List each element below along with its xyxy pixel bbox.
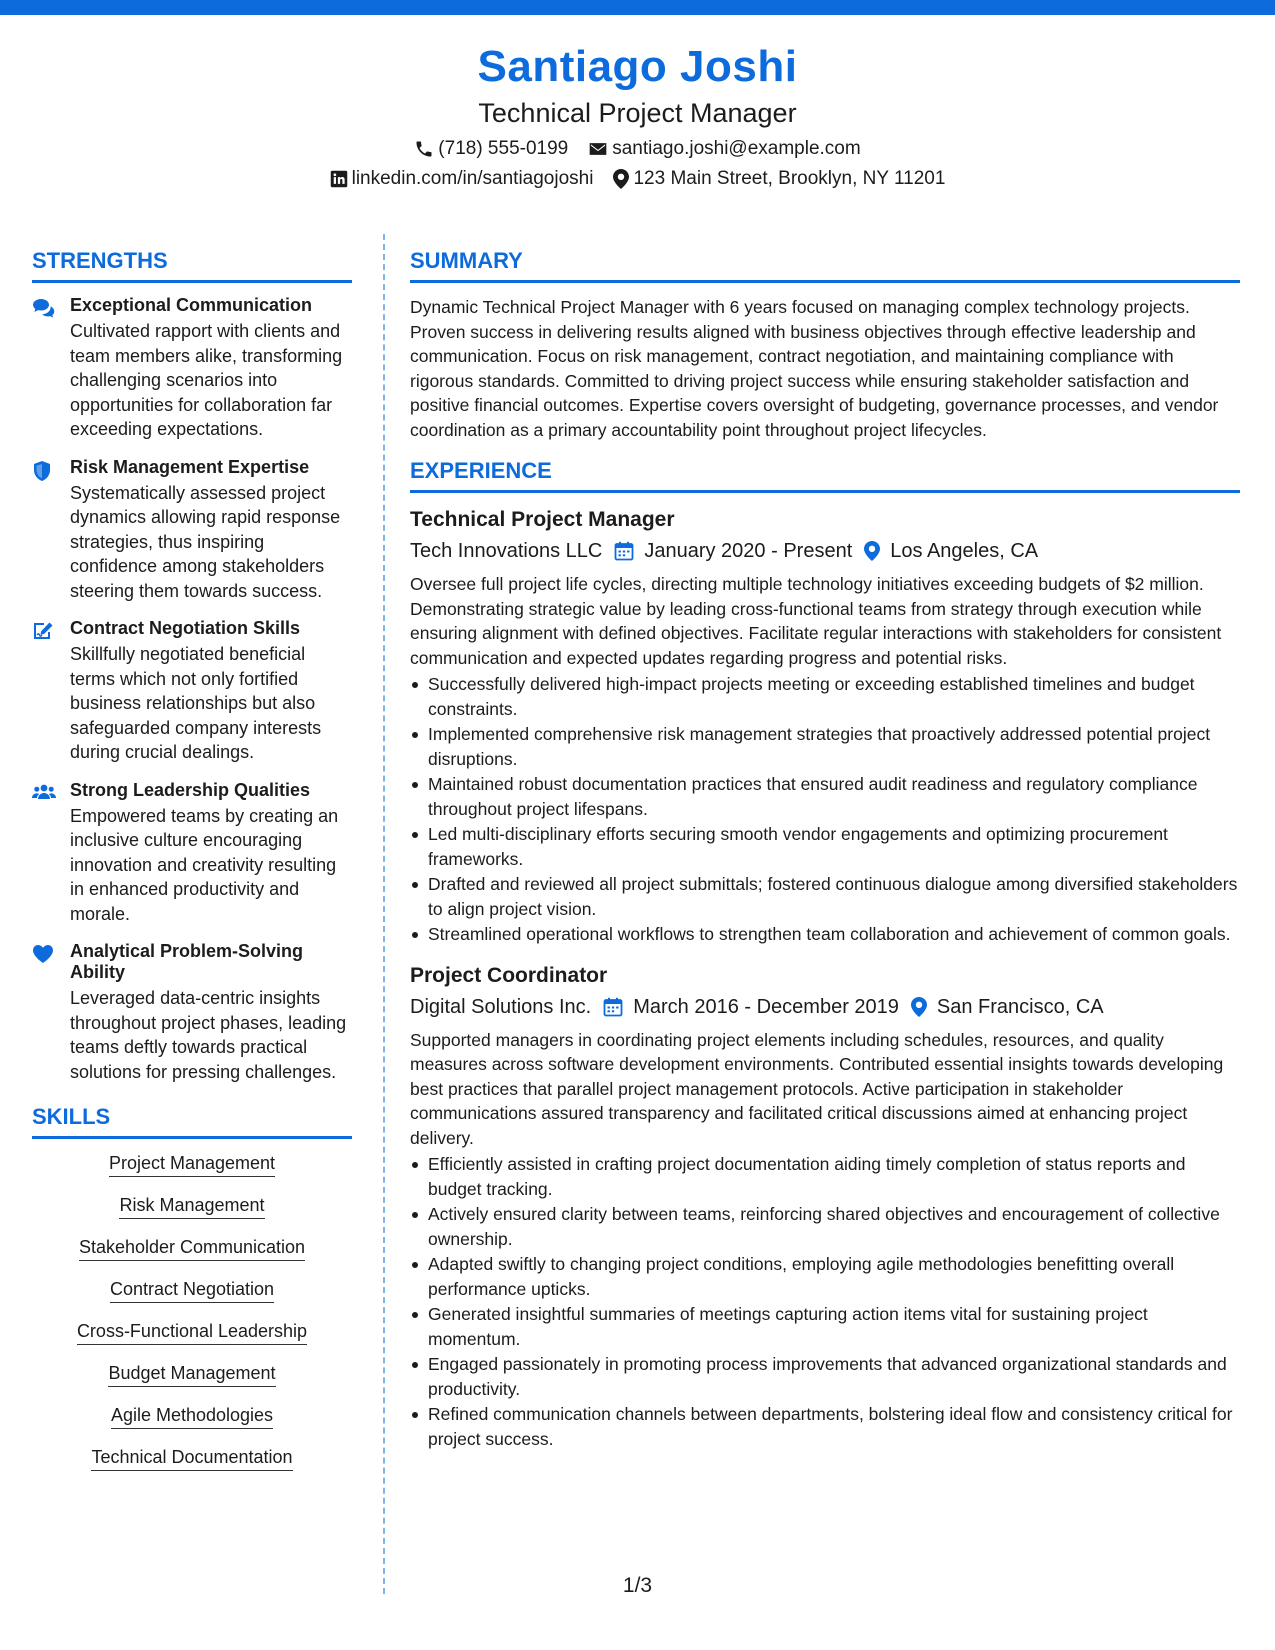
skill-label: Stakeholder Communication <box>79 1235 305 1261</box>
email-address[interactable]: santiago.joshi@example.com <box>612 138 861 159</box>
strength-description: Leveraged data-centric insights throughout project phases, leading teams deftly towards practical solutions for pressing challenges. <box>70 988 347 1082</box>
job-bullet: Drafted and reviewed all project submittals; fostered continuous dialogue among diversified stakeholders to align project vision. <box>410 872 1240 921</box>
job-bullet: Streamlined operational workflows to strengthen team collaboration and achievement of common goals. <box>410 922 1240 947</box>
skill-label: Agile Methodologies <box>111 1403 273 1429</box>
strength-item <box>32 780 352 927</box>
linkedin-url[interactable]: linkedin.com/in/santiagojoshi <box>351 168 594 189</box>
heart-icon <box>32 941 56 1084</box>
strength-description: Skillfully negotiated beneficial terms which not only fortified business relationships but also safeguarded company interests during crucial dealings. <box>70 644 322 762</box>
strength-item <box>32 941 352 1084</box>
job-location: Los Angeles, CA <box>890 540 1039 562</box>
strength-item <box>32 457 352 604</box>
skill-item <box>32 1403 352 1429</box>
map-pin-icon <box>911 997 927 1017</box>
skills-list <box>32 1151 352 1471</box>
strength-description: Systematically assessed project dynamics allowing rapid response strategies, thus inspiring confidence among stakeholders steering them towards success. <box>70 482 341 601</box>
skill-label: Project Management <box>109 1151 275 1177</box>
experience-heading: EXPERIENCE <box>410 456 1240 493</box>
strength-title: Strong Leadership Qualities <box>70 779 311 800</box>
skill-label: Contract Negotiation <box>110 1277 274 1303</box>
job-bullet: Actively ensured clarity between teams, reinforcing shared objectives and encouragement of collective ownership. <box>410 1202 1240 1251</box>
job-bullet: Maintained robust documentation practices that ensured audit readiness and regulatory compliance throughout project lifespans. <box>410 772 1240 821</box>
right-column <box>410 246 1240 1465</box>
skill-item <box>32 1151 352 1177</box>
calendar-icon <box>614 541 634 561</box>
job-description: Supported managers in coordinating project elements including schedules, resources, and quality measures across software development environments. Contributed essential insights towards developing best practices that parallel project management protocols. Active participation in stakeholder communications assured transparency and facilitated critical discussions aimed at enhancing project delivery. <box>410 1029 1224 1148</box>
job-bullet: Adapted swiftly to changing project conditions, employing agile methodologies benefitting overall performance upticks. <box>410 1252 1240 1301</box>
strength-item <box>32 618 352 765</box>
phone-icon <box>414 139 434 159</box>
company-name: Digital Solutions Inc. <box>410 995 592 1018</box>
street-address: 123 Main Street, Brooklyn, NY 11201 <box>633 168 946 189</box>
shield-icon <box>32 457 56 604</box>
company-name: Tech Innovations LLC <box>410 540 603 562</box>
skills-heading: SKILLS <box>32 1102 352 1139</box>
job-entry <box>410 961 1240 1452</box>
summary-text: Dynamic Technical Project Manager with 6 years focused on managing complex technology projects. Proven success in delivering results aligned with business objectives through effective leadership and communication. Focus on risk management, contract negotiation, and maintaining compliance with rigorous standards. Committed to driving project success while ensuring stakeholder satisfaction and positive financial outcomes. Expertise covers oversight of budgeting, governance processes, and vendor coordination as a primary accountability point throughout project lifecycles. <box>410 297 1219 440</box>
left-column <box>32 246 352 1487</box>
job-meta <box>410 992 1240 1022</box>
job-bullet: Engaged passionately in promoting process improvements that advanced organizational standards and productivity. <box>410 1352 1240 1401</box>
job-bullets <box>410 672 1240 947</box>
strength-title: Exceptional Communication <box>70 295 313 315</box>
strength-title: Risk Management Expertise <box>70 456 310 477</box>
strength-description: Empowered teams by creating an inclusive culture encouraging innovation and creativity resulting in enhanced productivity and morale. <box>70 805 339 924</box>
envelope-icon <box>588 139 608 159</box>
skill-label: Budget Management <box>108 1361 275 1387</box>
phone-contact <box>414 134 568 164</box>
skill-item <box>32 1277 352 1303</box>
candidate-name: Santiago Joshi <box>477 42 798 91</box>
job-location: San Francisco, CA <box>936 995 1104 1018</box>
calendar-icon <box>603 997 623 1017</box>
job-entry <box>410 505 1240 947</box>
skill-item <box>32 1193 352 1219</box>
signature-icon <box>32 618 56 765</box>
contact-line-secondary <box>0 164 1275 194</box>
resume-header <box>0 40 1275 194</box>
job-bullet: Generated insightful summaries of meetings capturing action items vital for sustaining project momentum. <box>410 1302 1240 1351</box>
skill-label: Technical Documentation <box>91 1445 292 1471</box>
skill-item <box>32 1361 352 1387</box>
skill-label: Cross-Functional Leadership <box>77 1319 307 1345</box>
top-accent-bar <box>0 0 1275 15</box>
job-bullets <box>410 1152 1240 1451</box>
job-title: Technical Project Manager <box>410 508 675 531</box>
skill-label: Risk Management <box>119 1193 264 1219</box>
job-description: Oversee full project life cycles, directing multiple technology initiatives exceeding budgets of $2 million. Demonstrating strategic value by leading cross-functional teams from strategy through execution while ensuring alignment with defined objectives. Facilitate regular interactions with stakeholders for consistent communication and expected updates regarding progress and potential risks. <box>410 574 1222 668</box>
candidate-title: Technical Project Manager <box>478 98 797 128</box>
job-bullet: Successfully delivered high-impact projects meeting or exceeding established timelines and budget constraints. <box>410 672 1240 721</box>
job-bullet: Implemented comprehensive risk management strategies that proactively addressed potential project disruptions. <box>410 722 1240 771</box>
contact-line-primary <box>0 134 1275 164</box>
job-bullet: Led multi-disciplinary efforts securing smooth vendor engagements and optimizing procurement frameworks. <box>410 822 1240 871</box>
strength-description: Cultivated rapport with clients and team members alike, transforming challenging scenarios into opportunities for collaboration far exceeding expectations. <box>70 321 343 439</box>
summary-heading: SUMMARY <box>410 246 1240 283</box>
map-pin-icon <box>613 169 629 189</box>
linkedin-contact[interactable] <box>330 164 594 194</box>
linkedin-icon <box>330 170 348 188</box>
chat-bubbles-icon <box>32 295 56 442</box>
strength-title: Analytical Problem-Solving Ability <box>70 941 304 982</box>
strength-title: Contract Negotiation Skills <box>70 618 301 638</box>
job-bullet: Efficiently assisted in crafting project documentation aiding timely completion of status reports and budget tracking. <box>410 1152 1240 1201</box>
phone-number: (718) 555-0199 <box>438 138 569 159</box>
job-dates: January 2020 - Present <box>644 540 853 562</box>
map-pin-icon <box>864 541 880 561</box>
users-icon <box>32 780 56 927</box>
job-bullet: Refined communication channels between departments, bolstering ideal flow and consistency critical for project success. <box>410 1402 1240 1451</box>
strength-item <box>32 295 352 442</box>
address-contact <box>613 164 945 194</box>
skill-item <box>32 1445 352 1471</box>
column-divider <box>383 234 385 1594</box>
email-contact[interactable] <box>588 134 860 164</box>
page-number: 1/3 <box>622 1574 653 1597</box>
job-dates: March 2016 - December 2019 <box>633 995 899 1018</box>
skill-item <box>32 1319 352 1345</box>
strengths-heading: STRENGTHS <box>32 246 352 283</box>
job-title: Project Coordinator <box>410 963 608 987</box>
job-meta <box>410 536 1240 566</box>
skill-item <box>32 1235 352 1261</box>
